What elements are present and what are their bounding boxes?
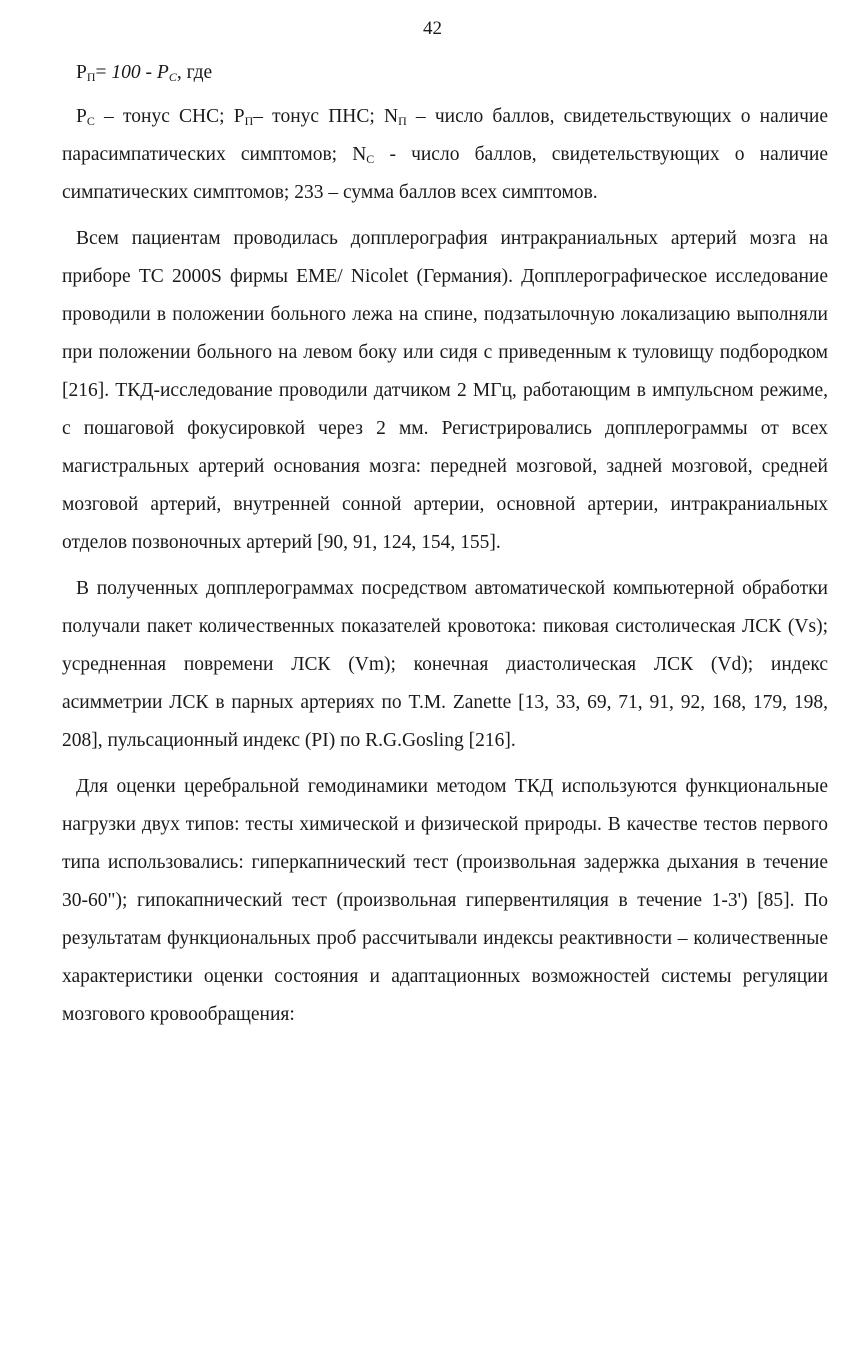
def-text-4: - число баллов, свидетельствующих о наличие симпатических симптомов; 233 – сумма баллов всех симптомов.	[62, 144, 828, 203]
def-subscript-p: П	[244, 114, 254, 128]
paragraph-functional-tests: Для оценки церебральной гемодинамики методом ТКД используются функциональные нагрузки двух типов: тесты химической и физической природы. В качестве тестов первого типа использовались: гиперкапнический тест (произвольная задержка дыхания в течение 30-60"); гипокапнический тест (произвольная гипервентиляция в течение 1-3') [85]. По результатам функциональных проб рассчитывали индексы реактивности – количественные характеристики оценки состояния и адаптационных возможностей системы регуляции мозгового кровообращения:	[62, 776, 828, 1025]
formula-lhs-subscript: П	[86, 70, 96, 84]
definitions-paragraph	[62, 98, 828, 212]
def-symbol-pc: P	[76, 106, 87, 127]
def-text-3: – число баллов, свидетельствующих о наличие парасимпатических симптомов; N	[62, 106, 828, 165]
formula-expression: 100 - P	[111, 62, 169, 83]
def-subscript-np: П	[398, 114, 407, 128]
formula-tail: , где	[176, 62, 213, 83]
def-subscript-c: C	[86, 114, 95, 128]
def-text-1: – тонус СНС; P	[94, 106, 245, 127]
def-subscript-nc: C	[366, 152, 375, 166]
formula-expression-subscript: C	[168, 70, 177, 84]
paragraph-doppler-method: Всем пациентам проводилась допплерография интракраниальных артерий мозга на приборе TC 2000S фирмы EME/ Nicolet (Германия). Допплерографическое исследование проводили в положении больного лежа на спине, подзатылочную локализацию выполняли при положении больного на левом боку или сидя с приведенным к туловищу подбородком [216]. ТКД-исследование проводили датчиком 2 МГц, работающим в импульсном режиме, с пошаговой фокусировкой через 2 мм. Регистрировались допплерограммы от всех магистральных артерий основания мозга: передней мозговой, задней мозговой, средней мозговой артерий, внутренней сонной артерии, основной артерии, интракраниальных отделов позвоночных артерий [90, 91, 124, 154, 155].	[62, 228, 828, 553]
page-content	[62, 54, 828, 1034]
formula-equals: =	[95, 62, 112, 83]
def-text-2: – тонус ПНС; N	[253, 106, 399, 127]
formula-lhs-symbol: P	[76, 62, 87, 83]
paragraph-doppler-parameters: В полученных допплерограммах посредством автоматической компьютерной обработки получали пакет количественных показателей кровотока: пиковая систолическая ЛСК (Vs); усредненная повремени ЛСК (Vm); конечная диастолическая ЛСК (Vd); индекс асимметрии ЛСК в парных артериях по T.M. Zanette [13, 33, 69, 71, 91, 92, 168, 179, 198, 208], пульсационный индекс (PI) по R.G.Gosling [216].	[62, 578, 828, 751]
page-number: 42	[423, 18, 442, 39]
formula-line	[62, 54, 828, 92]
